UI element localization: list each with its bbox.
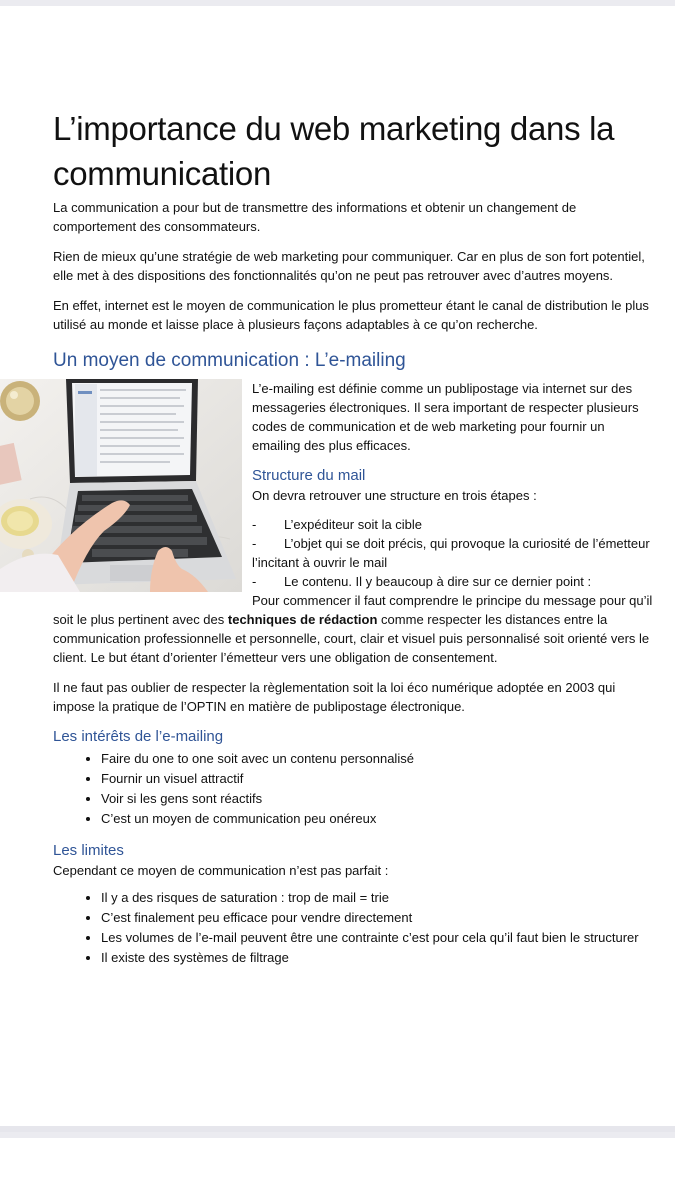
page-separator	[0, 1126, 675, 1132]
emailing-definition: L’e-mailing est définie comme un publipostage via internet sur des messageries électroniques. Il sera important de respecter plusieurs codes de communication et de web marketing pour fournir un emailing des plus efficaces.	[252, 381, 639, 453]
subheading-interets: Les intérêts de l’e-mailing	[53, 728, 224, 745]
list-item: • Fournir un visuel attractif	[101, 769, 655, 789]
dash-marker: -	[252, 536, 257, 551]
list-item: • Il existe des systèmes de filtrage	[101, 948, 655, 968]
regulation-paragraph: Il ne faut pas oublier de respecter la règlementation soit la loi éco numérique adoptée en 2003 qui impose la pratique de l’OPTIN en matière de publipostage électronique.	[53, 680, 616, 714]
page-title: L’importance du web marketing dans la communication	[53, 110, 615, 192]
limites-intro: Cependant ce moyen de communication n’est pas parfait :	[53, 863, 389, 878]
document-page	[0, 6, 675, 1126]
intro-paragraph-1: La communication a pour but de transmettre des informations et obtenir un changement de comportement des consommateurs.	[53, 200, 577, 234]
interets-list	[53, 749, 655, 829]
laptop-photo	[0, 379, 242, 592]
list-item: • C’est finalement peu efficace pour vendre directement	[101, 908, 655, 928]
bold-phrase: techniques de rédaction	[227, 612, 378, 627]
list-item: • C’est un moyen de communication peu onéreux	[101, 809, 655, 829]
emailing-section	[53, 379, 655, 667]
next-page-area	[0, 1138, 675, 1200]
structure-intro: On devra retrouver une structure en trois étapes :	[252, 488, 537, 503]
intro-paragraph-3: En effet, internet est le moyen de communication le plus prometteur étant le canal de distribution le plus utilisé au monde et laisse place à plusieurs façons adaptables à ce qu’on recherche.	[53, 298, 649, 332]
list-item: • Faire du one to one soit avec un contenu personnalisé	[101, 749, 655, 769]
document-body	[53, 106, 655, 968]
intro-paragraph-2: Rien de mieux qu’une stratégie de web marketing pour communiquer. Car en plus de son fort potentiel, elle met à des dispositions des fonctionnalités qu’on ne peut pas retrouver avec d’autres moyens.	[53, 249, 645, 283]
section-heading-emailing: Un moyen de communication : L’e-mailing	[53, 350, 406, 371]
dash-item-text: L’expéditeur soit la cible	[284, 517, 423, 532]
content-paragraph: Pour commencer il faut comprendre le principe du message pour qu’il soit le plus pertinent avec des techniques de rédaction comme respecter les distances entre la communication professionnelle et personnelle, court, clair et visuel puis personnalisé soit orienté vers le client. Le but étant d’orienter l’émetteur vers une obligation de consentement.	[53, 593, 653, 665]
dash-item-text: L’objet qui se doit précis, qui provoque la curiosité de l’émetteur l’incitant à ouvrir le mail	[252, 536, 650, 570]
dash-marker: -	[252, 517, 257, 532]
subheading-limites: Les limites	[53, 842, 124, 859]
list-item: • Les volumes de l’e-mail peuvent être une contrainte c’est pour cela qu’il faut bien le structurer	[101, 928, 655, 948]
limites-list	[53, 888, 655, 968]
list-item: • Voir si les gens sont réactifs	[101, 789, 655, 809]
subheading-structure: Structure du mail	[252, 467, 366, 484]
dash-item-text: Le contenu. Il y beaucoup à dire sur ce dernier point :	[284, 574, 592, 589]
dash-marker: -	[252, 574, 257, 589]
list-item: • Il y a des risques de saturation : trop de mail = trie	[101, 888, 655, 908]
